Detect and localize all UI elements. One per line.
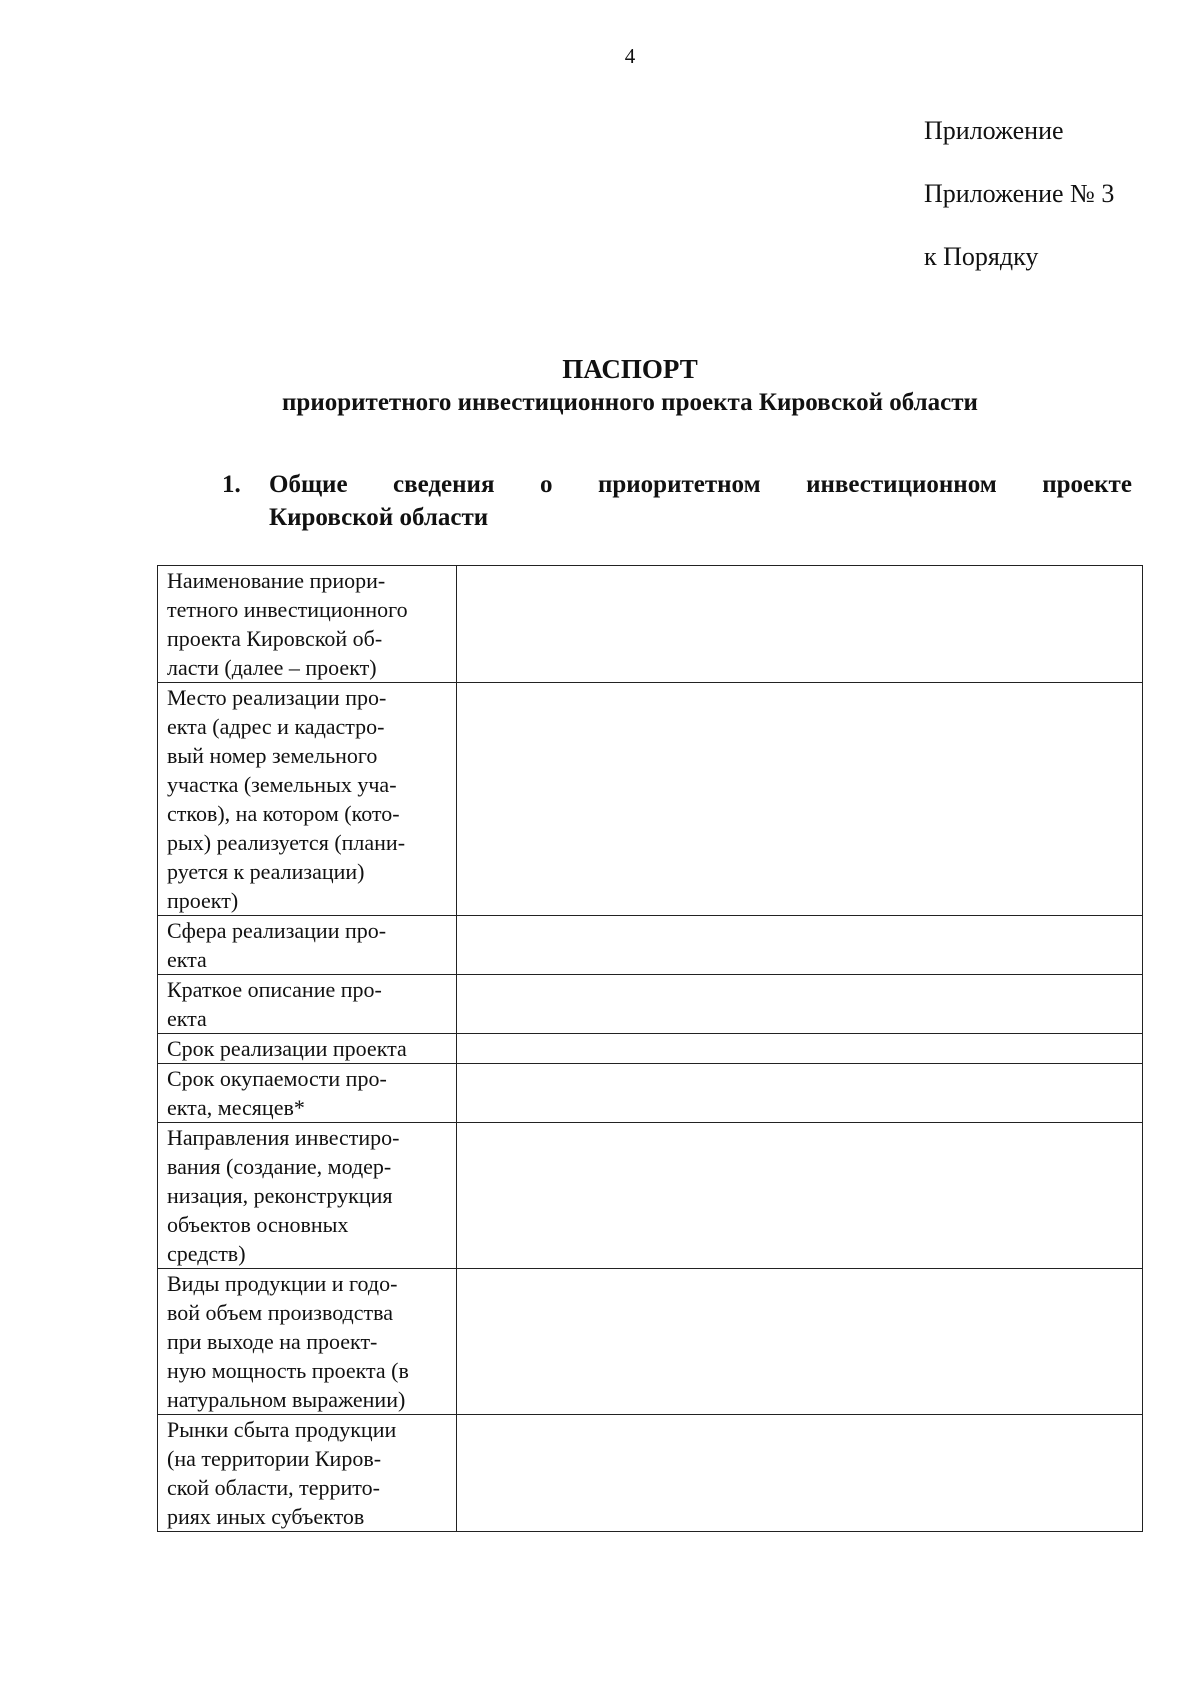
appendix-number: Приложение № 3 (924, 179, 1115, 208)
row-label-line: вания (создание, модер- (167, 1154, 392, 1179)
row-label-line: Срок окупаемости про- (167, 1066, 387, 1091)
row-label-line: ную мощность проекта (в (167, 1358, 409, 1383)
row-label-line: натуральном выражении) (167, 1387, 406, 1412)
row-label-line: тетного инвестиционного (167, 597, 408, 622)
row-label-line: стков), на котором (кото- (167, 801, 400, 826)
table-row (158, 1123, 1143, 1269)
row-value-cell[interactable] (457, 916, 1143, 975)
passport-table (157, 565, 1143, 1532)
row-value-cell[interactable] (457, 683, 1143, 916)
table-row (158, 566, 1143, 683)
row-value-cell[interactable] (457, 1034, 1143, 1064)
appendix-block (924, 116, 1114, 305)
row-label-line: риях иных субъектов (167, 1504, 365, 1529)
table-row (158, 975, 1143, 1034)
row-label-line: Срок реализации проекта (167, 1036, 407, 1061)
table-row (158, 916, 1143, 975)
row-value-cell[interactable] (457, 566, 1143, 683)
row-label-line: вой объем производства (167, 1300, 393, 1325)
document-title: ПАСПОРТ (562, 354, 698, 384)
row-label-line: низация, реконструкция (167, 1183, 393, 1208)
row-label-line: средств) (167, 1241, 246, 1266)
table-row (158, 1415, 1143, 1532)
section-heading (222, 468, 1132, 534)
table-row (158, 1269, 1143, 1415)
document-title-block (0, 352, 1200, 420)
section-heading-word: о (539, 471, 553, 498)
row-label-line: проекта Кировской об- (167, 626, 383, 651)
row-value-cell[interactable] (457, 975, 1143, 1034)
appendix-reference: к Порядку (924, 242, 1039, 271)
row-label-line: Наименование приори- (167, 568, 386, 593)
section-heading-line2: Кировской области (269, 504, 489, 531)
document-subtitle: приоритетного инвестиционного проекта Кировской области (282, 389, 978, 416)
row-label-cell (158, 1064, 457, 1123)
row-label-line: ской области, террито- (167, 1475, 380, 1500)
row-value-cell[interactable] (457, 1123, 1143, 1269)
row-label-cell (158, 975, 457, 1034)
row-label-line: Место реализации про- (167, 685, 387, 710)
row-label-line: екта (167, 947, 207, 972)
row-label-line: при выходе на проект- (167, 1329, 378, 1354)
row-label-line: руется к реализации) (167, 859, 365, 884)
row-label-line: Направления инвестиро- (167, 1125, 400, 1150)
section-heading-word: инвестиционном (806, 471, 997, 498)
section-heading-word: приоритетном (597, 471, 761, 498)
section-heading-word: проекте (1042, 471, 1132, 498)
section-number: 1. (222, 471, 241, 498)
row-value-cell[interactable] (457, 1064, 1143, 1123)
row-label-line: Виды продукции и годо- (167, 1271, 398, 1296)
row-label-line: вый номер земельного (167, 743, 378, 768)
row-label-cell (158, 1123, 457, 1269)
row-label-line: Рынки сбыта продукции (167, 1417, 397, 1442)
row-label-cell (158, 566, 457, 683)
row-label-line: проект) (167, 888, 239, 913)
page-number: 4 (624, 44, 636, 68)
row-label-cell (158, 1415, 457, 1532)
row-label-cell (158, 1269, 457, 1415)
row-value-cell[interactable] (457, 1415, 1143, 1532)
section-heading-word: сведения (393, 471, 495, 498)
table-row (158, 1034, 1143, 1064)
section-heading-word: Общие (269, 471, 348, 498)
row-label-line: ласти (далее – проект) (167, 655, 377, 680)
row-label-line: екта, месяцев* (167, 1095, 305, 1120)
table-row (158, 683, 1143, 916)
section-heading-text (269, 468, 1132, 534)
row-label-line: рых) реализуется (плани- (167, 830, 406, 855)
row-label-cell (158, 683, 457, 916)
row-label-line: екта (167, 1006, 207, 1031)
row-label-line: екта (адрес и кадастро- (167, 714, 385, 739)
row-label-line: Сфера реализации про- (167, 918, 387, 943)
row-value-cell[interactable] (457, 1269, 1143, 1415)
row-label-cell (158, 1034, 457, 1064)
row-label-line: объектов основных (167, 1212, 349, 1237)
section-heading-line1 (269, 468, 1132, 501)
table-row (158, 1064, 1143, 1123)
row-label-line: Краткое описание про- (167, 977, 382, 1002)
appendix-line: Приложение (924, 116, 1064, 145)
row-label-line: участка (земельных уча- (167, 772, 397, 797)
row-label-cell (158, 916, 457, 975)
passport-table-body (158, 566, 1143, 1532)
row-label-line: (на территории Киров- (167, 1446, 382, 1471)
